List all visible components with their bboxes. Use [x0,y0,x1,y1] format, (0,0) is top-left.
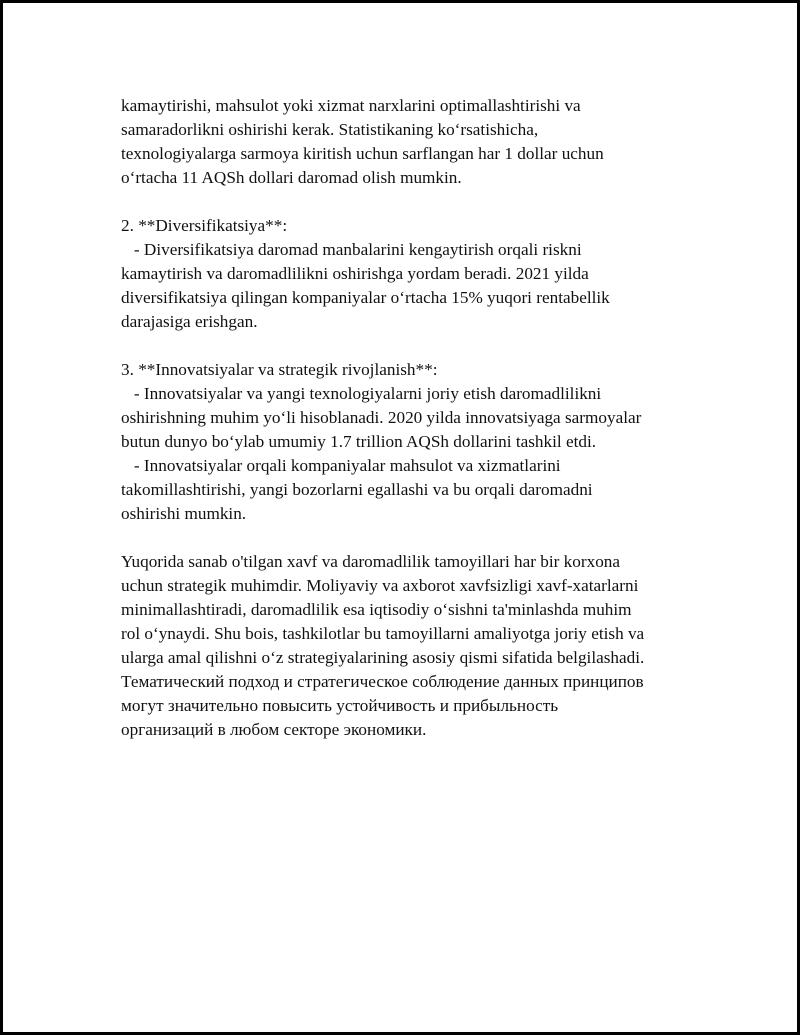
text-line: - Innovatsiyalar va yangi texnologiyalarni joriy etish daromadlilikni [121,384,602,403]
text-line: rol oʻynaydi. Shu bois, tashkilotlar bu tamoyillarni amaliyotga joriy etish va [121,624,645,643]
text-line: Тематический подход и стратегическое соблюдение данных принципов [121,672,644,691]
text-line: kamaytirish va daromadlilikni oshirishga yordam beradi. 2021 yilda [121,264,589,283]
paragraph-intro [121,94,721,190]
text-line: kamaytirishi, mahsulot yoki xizmat narxlarini optimallashtirishi va [121,96,581,115]
text-line: - Innovatsiyalar orqali kompaniyalar mahsulot va xizmatlarini [121,456,561,475]
text-line: butun dunyo boʻylab umumiy 1.7 trillion AQSh dollarini tashkil etdi. [121,432,597,451]
text-line: texnologiyalarga sarmoya kiritish uchun sarflangan har 1 dollar uchun [121,144,604,163]
paragraph-spacer [121,190,721,214]
paragraph-spacer [121,334,721,358]
section-heading: 2. **Diversifikatsiya**: [121,216,288,235]
text-line: oʻrtacha 11 AQSh dollari daromad olish mumkin. [121,168,462,187]
text-line: samaradorlikni oshirishi kerak. Statistikaning koʻrsatishicha, [121,120,539,139]
section-innovatsiyalar [121,358,721,526]
text-line: darajasiga erishgan. [121,312,258,331]
text-line: diversifikatsiya qilingan kompaniyalar oʻrtacha 15% yuqori rentabellik [121,288,610,307]
text-line: oshirishi mumkin. [121,504,247,523]
text-line: takomillashtirishi, yangi bozorlarni egallashi va bu orqali daromadni [121,480,593,499]
paragraph-conclusion [121,550,721,742]
text-line: - Diversifikatsiya daromad manbalarini kengaytirish orqali riskni [121,240,582,259]
text-line: uchun strategik muhimdir. Moliyaviy va axborot xavfsizligi xavf-xatarlarni [121,576,639,595]
text-line: oshirishning muhim yoʻli hisoblanadi. 2020 yilda innovatsiyaga sarmoyalar [121,408,642,427]
text-line: ularga amal qilishni oʻz strategiyalarining asosiy qismi sifatida belgilashadi. [121,648,645,667]
document-body [121,94,721,742]
text-line: Yuqorida sanab o'tilgan xavf va daromadlilik tamoyillari har bir korxona [121,552,621,571]
section-heading: 3. **Innovatsiyalar va strategik rivojlanish**: [121,360,438,379]
text-line: могут значительно повысить устойчивость и прибыльность [121,696,559,715]
section-diversifikatsiya [121,214,721,334]
text-line: организаций в любом секторе экономики. [121,720,427,739]
paragraph-spacer [121,526,721,550]
text-line: minimallashtiradi, daromadlilik esa iqtisodiy oʻsishni ta'minlashda muhim [121,600,632,619]
